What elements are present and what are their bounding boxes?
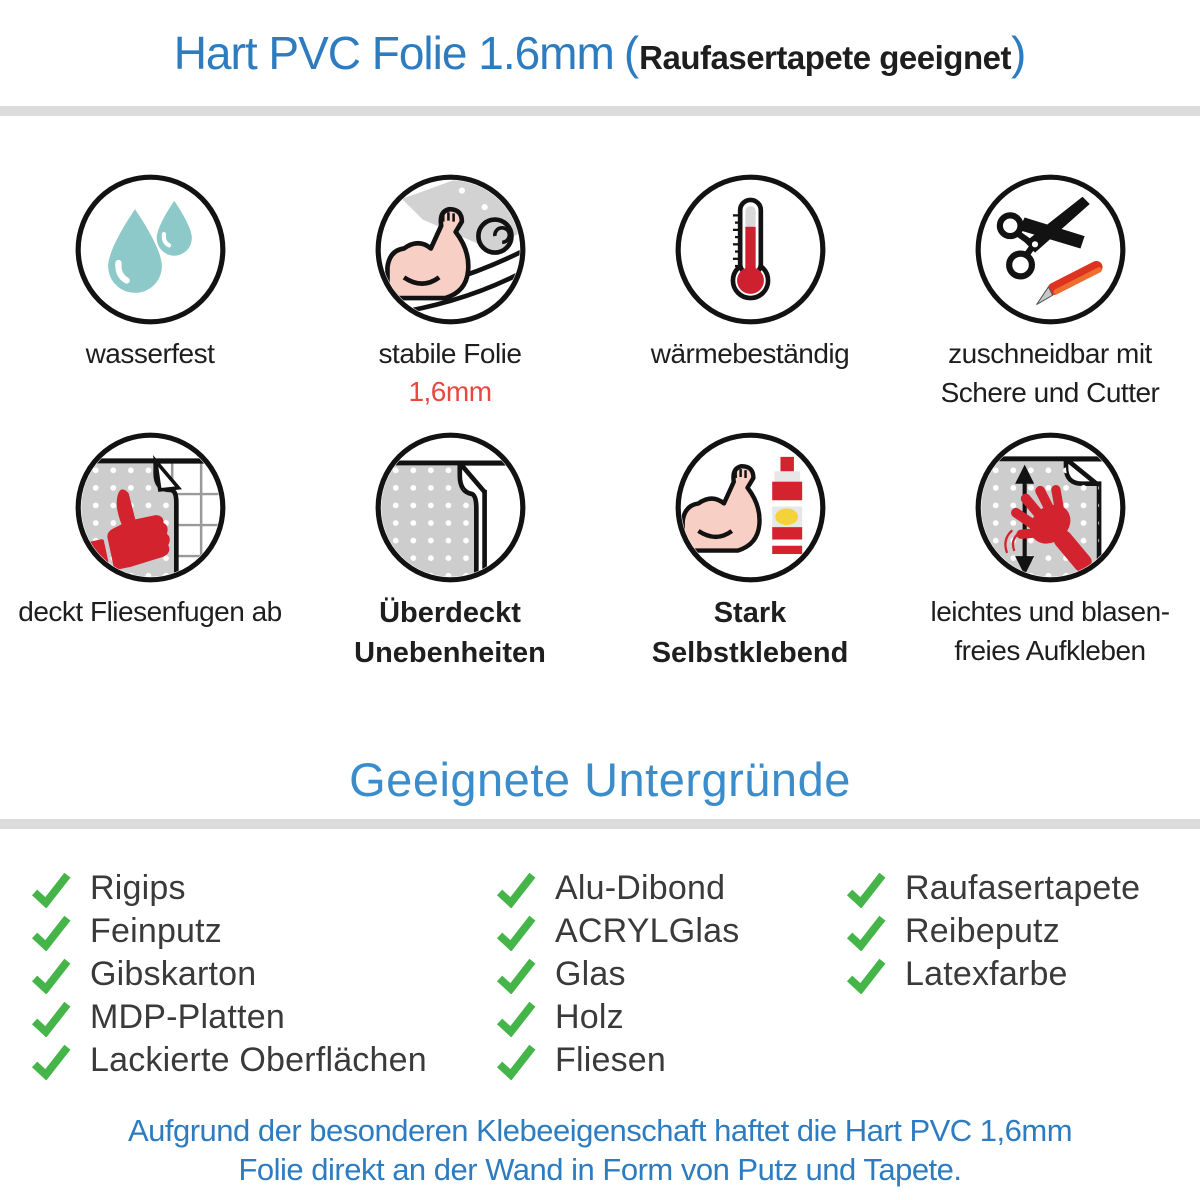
substrate-item: Holz bbox=[493, 996, 843, 1039]
thermometer-icon bbox=[673, 172, 828, 327]
page-title bbox=[0, 0, 1200, 96]
footer-note bbox=[0, 1112, 1200, 1190]
substrates-grid bbox=[0, 829, 1200, 1082]
check-icon bbox=[28, 956, 74, 994]
feature-blasenfreies-aufkleben bbox=[900, 430, 1200, 688]
feature-caption: zuschneidbar mit Schere und Cutter bbox=[940, 338, 1160, 408]
title-paren-close: ) bbox=[1010, 27, 1027, 79]
footer-line-2: Folie direkt an der Wand in Form von Putz und Tapete. bbox=[238, 1151, 962, 1187]
section-heading-untergruende: Geeignete Untergründe bbox=[349, 753, 851, 806]
feature-caption: Überdeckt Unebenheiten bbox=[354, 597, 546, 670]
feature-zuschneidbar bbox=[900, 172, 1200, 430]
features-grid bbox=[0, 116, 1200, 688]
check-icon bbox=[493, 956, 539, 994]
substrate-item: Glas bbox=[493, 953, 843, 996]
hand-smoothing-icon bbox=[973, 430, 1128, 585]
check-icon bbox=[493, 870, 539, 908]
substrate-item: Reibeputz bbox=[843, 910, 1200, 953]
feature-wasserfest bbox=[0, 172, 300, 430]
check-icon bbox=[493, 1042, 539, 1080]
feature-waermebestaendig bbox=[600, 172, 900, 430]
foil-peel-icon bbox=[373, 430, 528, 585]
feature-fliesenfugen bbox=[0, 430, 300, 688]
scissors-cutter-icon bbox=[973, 172, 1128, 327]
feature-thickness-highlight: 1,6mm bbox=[408, 375, 492, 407]
thumbs-up-tiles-icon bbox=[73, 430, 228, 585]
title-main: Hart PVC Folie 1.6mm bbox=[173, 27, 614, 79]
water-drops-icon bbox=[73, 172, 228, 327]
check-icon bbox=[493, 999, 539, 1037]
title-paren-open: ( bbox=[623, 27, 640, 79]
check-icon bbox=[843, 956, 889, 994]
muscle-foil-icon bbox=[373, 172, 528, 327]
check-icon bbox=[28, 913, 74, 951]
title-paren-group bbox=[624, 26, 1026, 80]
feature-caption: wasserfest bbox=[85, 338, 215, 369]
feature-ueberdeckt-unebenheiten bbox=[300, 430, 600, 688]
divider-top bbox=[0, 106, 1200, 116]
check-icon bbox=[28, 1042, 74, 1080]
substrate-item: Feinputz bbox=[28, 910, 493, 953]
substrate-item: MDP-Platten bbox=[28, 996, 493, 1039]
check-icon bbox=[493, 913, 539, 951]
substrate-item: Alu-Dibond bbox=[493, 867, 843, 910]
footer-line-1: Aufgrund der besonderen Klebeeigenschaft haftet die Hart PVC 1,6mm bbox=[127, 1113, 1073, 1148]
feature-stark-selbstklebend bbox=[600, 430, 900, 688]
check-icon bbox=[28, 999, 74, 1037]
check-icon bbox=[28, 870, 74, 908]
check-icon bbox=[843, 870, 889, 908]
substrate-item: Fliesen bbox=[493, 1039, 843, 1082]
feature-caption: wärmebeständig bbox=[650, 338, 850, 369]
substrates-column-1 bbox=[28, 867, 493, 1082]
substrate-item: Rigips bbox=[28, 867, 493, 910]
title-paren-text: Raufasertapete geeignet bbox=[639, 39, 1011, 76]
check-icon bbox=[843, 913, 889, 951]
substrate-item: Lackierte Oberflächen bbox=[28, 1039, 493, 1082]
substrates-column-3 bbox=[843, 867, 1200, 996]
feature-caption: stabile Folie bbox=[378, 338, 522, 369]
substrate-item: Raufasertapete bbox=[843, 867, 1200, 910]
divider-middle bbox=[0, 819, 1200, 829]
substrate-item: Gibskarton bbox=[28, 953, 493, 996]
feature-caption: deckt Fliesenfugen ab bbox=[18, 596, 282, 627]
substrates-column-2 bbox=[493, 867, 843, 1082]
feature-stabile-folie bbox=[300, 172, 600, 430]
substrate-item: Latexfarbe bbox=[843, 953, 1200, 996]
muscle-glue-icon bbox=[673, 430, 828, 585]
feature-caption: Stark Selbstklebend bbox=[651, 597, 849, 670]
feature-caption: leichtes und blasen- freies Aufkleben bbox=[930, 596, 1170, 666]
substrate-item: ACRYLGlas bbox=[493, 910, 843, 953]
